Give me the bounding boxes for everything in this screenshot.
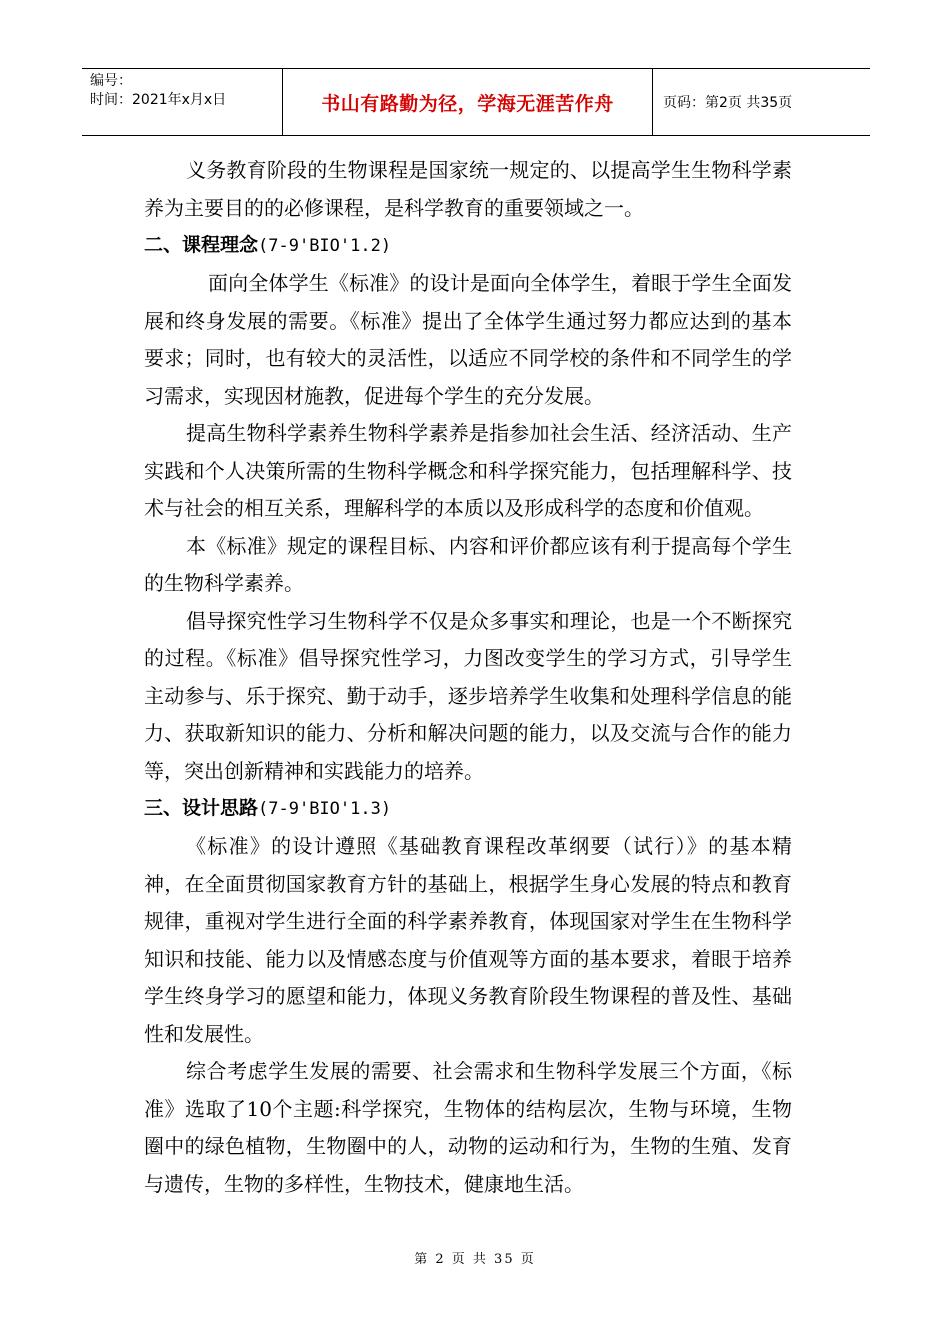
document-body	[144, 152, 792, 1203]
header-meta	[82, 69, 283, 135]
paragraph-7: 综合考虑学生发展的需要、社会需求和生物科学发展三个方面，《标准》选取了10个主题:科学探究，生物体的结构层次，生物与环境，生物圈中的绿色植物，生物圈中的人，动物的运动和行为，生物的生殖、发育与遗传，生物的多样性，生物技术，健康地生活。	[144, 1059, 792, 1196]
number-label: 编号：	[90, 73, 132, 89]
section-heading-2	[144, 227, 792, 265]
paragraph-5: 倡导探究性学习生物科学不仅是众多事实和理论，也是一个不断探究的过程。《标准》倡导探究性学习，力图改变学生的学习方式，引导学生主动参与、乐于探究、勤于动手，逐步培养学生收集和处理科学信息的能力、获取新知识的能力、分析和解决问题的能力，以及交流与合作的能力等，突出创新精神和实践能力的培养。	[144, 608, 792, 783]
time-label: 时间：2021年x月x日	[90, 92, 227, 108]
section-heading-2-code: (7-9'BIO'1.2)	[258, 236, 392, 256]
section-heading-3	[144, 790, 792, 828]
header-motto: 书山有路勤为径，学海无涯苦作舟	[283, 69, 653, 135]
section-heading-3-code: (7-9'BIO'1.3)	[258, 799, 392, 819]
header-page-info: 页码：第2页 共35页	[663, 95, 793, 111]
paragraph-6: 《标准》的设计遵照《基础教育课程改革纲要（试行）》的基本精神，在全面贯彻国家教育方针的基础上，根据学生身心发展的特点和教育规律，重视对学生进行全面的科学素养教育，体现国家对学生在生物科学知识和技能、能力以及情感态度与价值观等方面的基本要求，着眼于培养学生终身学习的愿望和能力，体现义务教育阶段生物课程的普及性、基础性和发展性。	[144, 834, 792, 1046]
section-heading-3-text: 三、设计思路	[144, 797, 259, 819]
page-footer: 第 2 页 共 35 页	[414, 1252, 536, 1267]
page-header	[82, 68, 870, 136]
paragraph-4: 本《标准》规定的课程目标、内容和评价都应该有利于提高每个学生的生物科学素养。	[144, 533, 792, 595]
paragraph-2: 面向全体学生《标准》的设计是面向全体学生，着眼于学生全面发展和终身发展的需要。《标准》提出了全体学生通过努力都应达到的基本要求；同时，也有较大的灵活性，以适应不同学校的条件和不同学生的学习需求，实现因材施教，促进每个学生的充分发展。	[144, 271, 792, 408]
section-heading-2-text: 二、课程理念	[144, 234, 259, 256]
paragraph-1: 义务教育阶段的生物课程是国家统一规定的、以提高学生生物科学素养为主要目的的必修课程，是科学教育的重要领域之一。	[144, 158, 792, 220]
paragraph-3: 提高生物科学素养生物科学素养是指参加社会生活、经济活动、生产实践和个人决策所需的生物科学概念和科学探究能力，包括理解科学、技术与社会的相互关系，理解科学的本质以及形成科学的态度和价值观。	[144, 421, 792, 520]
